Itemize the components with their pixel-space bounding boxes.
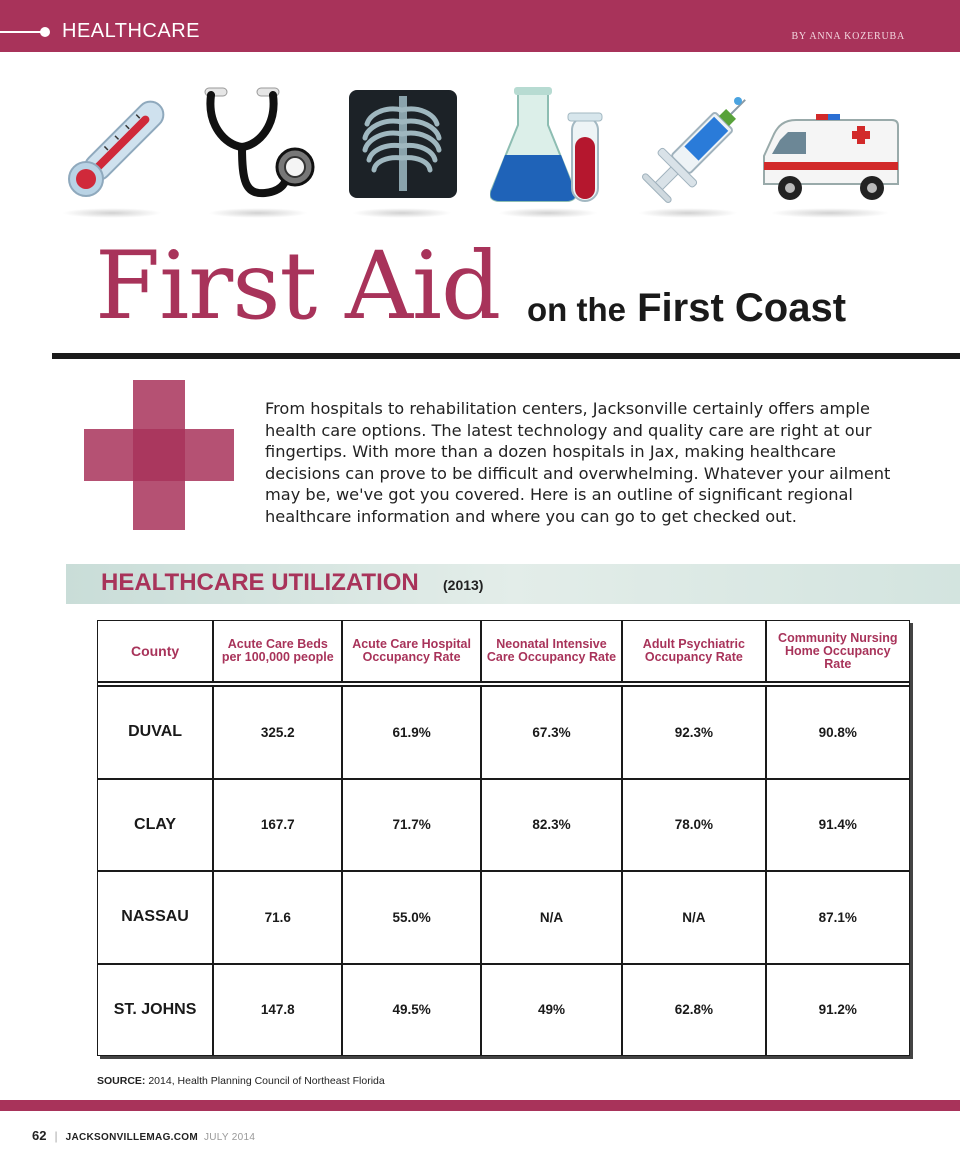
- table-cell: 87.1%: [766, 871, 910, 963]
- county-cell: CLAY: [97, 779, 213, 871]
- section-title: HEALTHCARE UTILIZATION: [101, 569, 419, 596]
- page-footer: [32, 1128, 255, 1143]
- byline: BY ANNA KOZERUBA: [791, 31, 905, 42]
- icon-shadow: [770, 208, 890, 218]
- column-header: Neonatal Intensive Care Occupancy Rate: [481, 620, 622, 682]
- icon-shadow: [352, 208, 452, 218]
- table-cell: 82.3%: [481, 779, 622, 871]
- title-sub: [527, 286, 846, 331]
- column-header: County: [97, 620, 213, 682]
- table-cell: 71.6: [213, 871, 342, 963]
- table-row: [97, 871, 910, 963]
- table-cell: N/A: [622, 871, 765, 963]
- table-cell: 55.0%: [342, 871, 480, 963]
- footer-site: JACKSONVILLEMAG.COM: [65, 1132, 198, 1143]
- table-cell: 49.5%: [342, 964, 480, 1056]
- table-row: [97, 779, 910, 871]
- syringe-icon: [630, 85, 760, 215]
- source-text: 2014, Health Planning Council of Northeast Florida: [148, 1075, 385, 1087]
- county-cell: NASSAU: [97, 871, 213, 963]
- footer-band: [0, 1100, 960, 1111]
- table-cell: 325.2: [213, 686, 342, 778]
- column-header: Acute Care Hospital Occupancy Rate: [342, 620, 480, 682]
- thermometer-icon: [50, 85, 180, 215]
- page-number: 62: [32, 1128, 47, 1143]
- table-cell: 62.8%: [622, 964, 765, 1056]
- header-line: [0, 31, 44, 33]
- table-cell: 71.7%: [342, 779, 480, 871]
- utilization-table: [97, 620, 910, 1056]
- table-cell: 147.8: [213, 964, 342, 1056]
- table-row: [97, 686, 910, 778]
- header-dot: [40, 27, 50, 37]
- column-header: Adult Psychiatric Occupancy Rate: [622, 620, 765, 682]
- footer-divider: |: [54, 1129, 58, 1143]
- table-cell: 49%: [481, 964, 622, 1056]
- title-main: First Aid: [95, 232, 501, 341]
- source-label: SOURCE:: [97, 1075, 146, 1087]
- column-header: Community Nursing Home Occupancy Rate: [766, 620, 910, 682]
- county-cell: DUVAL: [97, 686, 213, 778]
- ambulance-icon: [760, 104, 900, 204]
- table-cell: 67.3%: [481, 686, 622, 778]
- xray-icon: [345, 88, 460, 203]
- table-cell: 78.0%: [622, 779, 765, 871]
- stethoscope-icon: [195, 85, 325, 215]
- table-cell: 92.3%: [622, 686, 765, 778]
- title-sub-prefix: on the: [527, 291, 626, 328]
- title-rule: [52, 353, 960, 359]
- table-cell: 90.8%: [766, 686, 910, 778]
- lab-flask-icon: [490, 85, 620, 215]
- table-cell: 91.4%: [766, 779, 910, 871]
- table-cell: 91.2%: [766, 964, 910, 1056]
- table-cell: N/A: [481, 871, 622, 963]
- section-year: (2013): [443, 577, 484, 593]
- table-header-row: [97, 620, 910, 682]
- icon-shadow: [62, 208, 162, 218]
- source-note: [97, 1075, 385, 1087]
- intro-paragraph: From hospitals to rehabilitation centers, Jacksonville certainly offers ample health care options. The latest technology and quality care are right at our fingertips. With more than a dozen hospitals in Jax, making healthcare decisions can prove to be difficult and overwhelming. Whatever your ailment may be, we've got you covered. Here is an outline of significant regional healthcare information and where you can go to get checked out.: [265, 399, 891, 526]
- title-sub-suffix: First Coast: [637, 286, 847, 330]
- table-row: [97, 964, 910, 1056]
- icon-shadow: [638, 208, 738, 218]
- icon-shadow: [498, 208, 598, 218]
- table-cell: 61.9%: [342, 686, 480, 778]
- section-label: HEALTHCARE: [62, 20, 200, 42]
- column-header: Acute Care Beds per 100,000 people: [213, 620, 342, 682]
- table-cell: 167.7: [213, 779, 342, 871]
- county-cell: ST. JOHNS: [97, 964, 213, 1056]
- red-cross-icon-bar: [84, 429, 234, 481]
- footer-date: JULY 2014: [203, 1132, 256, 1143]
- icon-shadow: [208, 208, 308, 218]
